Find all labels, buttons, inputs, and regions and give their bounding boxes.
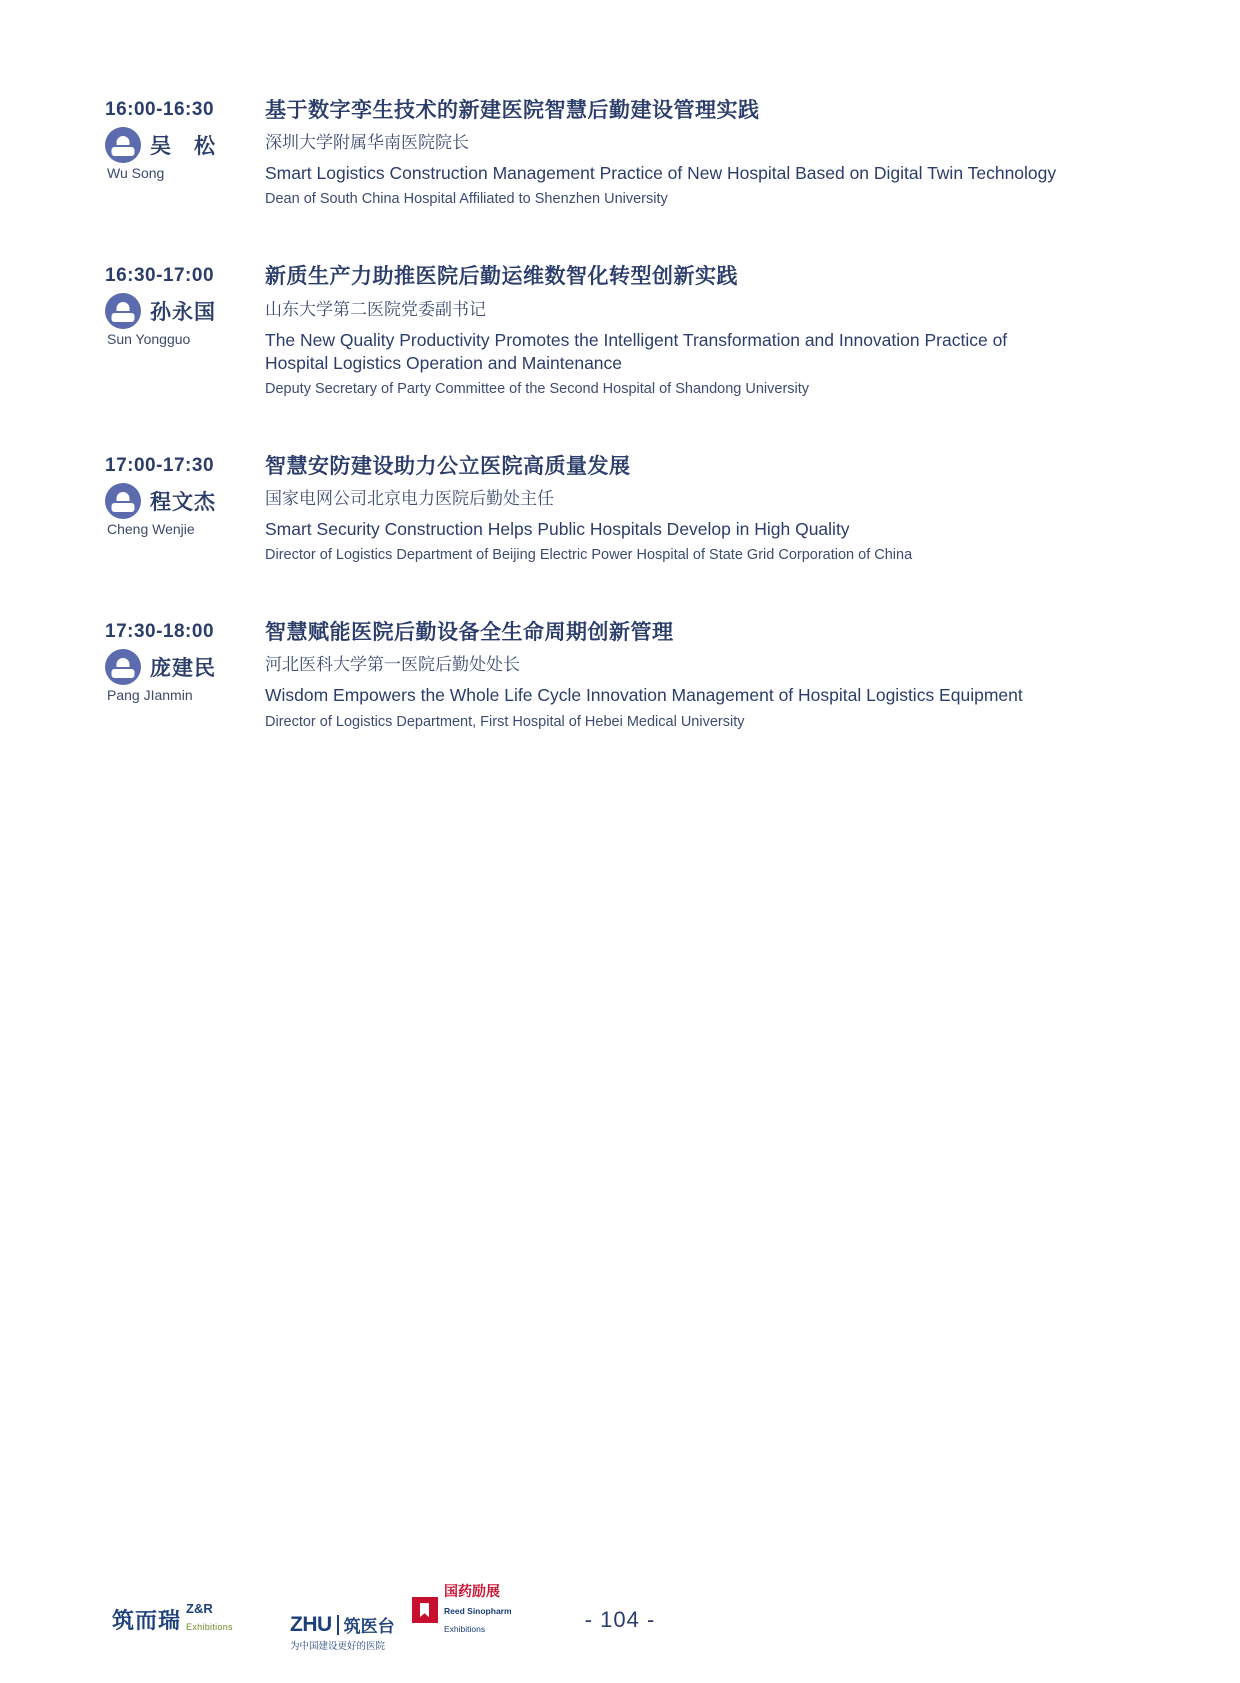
session-content: [265, 95, 1140, 209]
speaker-identity: [105, 483, 265, 519]
speaker-affiliation-cn: 国家电网公司北京电力医院后勤处主任: [265, 489, 554, 509]
logo-reed-en2: Exhibitions: [444, 1624, 486, 1635]
logo-reed-cn: 国药励展: [444, 1583, 500, 1600]
page-number: - 104 -: [584, 1607, 656, 1632]
session-title-en: The New Quality Productivity Promotes the Intelligent Transformation and Innovation Practice of Hospital Logistics Operation and Maintenance: [265, 329, 1008, 373]
session-row: [105, 95, 1140, 209]
session-title-cn: 新质生产力助推医院后勤运维数智化转型创新实践: [265, 265, 738, 289]
logo-zhuyitai-en: ZHU: [290, 1612, 332, 1636]
logo-zhurui-en: Exhibitions: [186, 1622, 233, 1633]
session-content: [265, 451, 1140, 565]
logo-zhurui-abbr: Z&R: [186, 1601, 213, 1617]
session-title-en: Wisdom Empowers the Whole Life Cycle Innovation Management of Hospital Logistics Equipment: [265, 685, 1023, 706]
session-title-cn: 智慧安防建设助力公立医院高质量发展: [265, 454, 631, 478]
logo-reed-en1: Reed Sinopharm: [444, 1606, 512, 1617]
logo-zhurui-cn: 筑而瑞: [112, 1608, 182, 1633]
page-footer: [0, 1563, 1240, 1683]
speaker-name-en: Sun Yongguo: [107, 331, 191, 348]
speaker-affiliation-en: Dean of South China Hospital Affiliated to Shenzhen University: [265, 191, 668, 208]
speaker-affiliation-en: Deputy Secretary of Party Committee of the Second Hospital of Shandong University: [265, 380, 810, 397]
session-time: 16:30-17:00: [105, 265, 215, 287]
speaker-column: [105, 451, 265, 537]
speaker-identity: [105, 649, 265, 685]
speaker-name-cn: 吴 松: [150, 135, 216, 158]
avatar-body-icon: [112, 147, 135, 156]
avatar-body-icon: [112, 669, 135, 678]
speaker-column: [105, 95, 265, 181]
session-row: [105, 451, 1140, 565]
speaker-affiliation-cn: 河北医科大学第一医院后勤处处长: [265, 655, 520, 675]
session-row: [105, 261, 1140, 398]
session-title-en: Smart Security Construction Helps Public Hospitals Develop in High Quality: [265, 519, 850, 540]
speaker-name-cn: 程文杰: [150, 490, 216, 514]
speaker-affiliation-en: Director of Logistics Department, First Hospital of Hebei Medical University: [265, 713, 745, 730]
avatar: [105, 483, 141, 519]
speaker-name-cn: 孙永国: [150, 301, 216, 325]
session-time: 16:00-16:30: [105, 99, 215, 120]
session-time: 17:30-18:00: [105, 621, 215, 643]
avatar-head-icon: [117, 302, 130, 311]
logo-zhuyitai-tagline: 为中国建设更好的医院: [290, 1641, 386, 1652]
session-content: [265, 617, 1140, 731]
speaker-column: [105, 617, 265, 703]
avatar-head-icon: [117, 136, 130, 145]
speaker-affiliation-cn: 深圳大学附属华南医院院长: [265, 133, 469, 153]
session-time: 17:00-17:30: [105, 454, 215, 476]
logo-zhuyitai-cn: 筑医台: [343, 1617, 395, 1636]
avatar: [105, 127, 141, 163]
speaker-identity: [105, 293, 265, 329]
avatar: [105, 293, 141, 329]
speaker-name-cn: 庞建民: [150, 657, 216, 681]
speaker-affiliation-cn: 山东大学第二医院党委副书记: [265, 299, 486, 319]
avatar-body-icon: [112, 503, 135, 512]
session-row: [105, 617, 1140, 731]
speaker-column: [105, 261, 265, 347]
avatar-body-icon: [112, 313, 135, 322]
avatar: [105, 649, 141, 685]
session-title-cn: 智慧赋能医院后勤设备全生命周期创新管理: [265, 621, 674, 645]
speaker-name-en: Wu Song: [107, 165, 165, 181]
speaker-name-en: Pang JIanmin: [107, 687, 193, 704]
session-title-cn: 基于数字孪生技术的新建医院智慧后勤建设管理实践: [265, 99, 760, 122]
avatar-head-icon: [117, 492, 130, 501]
avatar-head-icon: [117, 658, 130, 667]
speaker-identity: [105, 127, 265, 163]
session-title-en: Smart Logistics Construction Management Practice of New Hospital Based on Digital Twin Technology: [265, 163, 1057, 184]
speaker-name-en: Cheng Wenjie: [107, 520, 195, 537]
session-content: [265, 261, 1140, 398]
speaker-affiliation-en: Director of Logistics Department of Beijing Electric Power Hospital of State Grid Corporation of China: [265, 547, 913, 564]
